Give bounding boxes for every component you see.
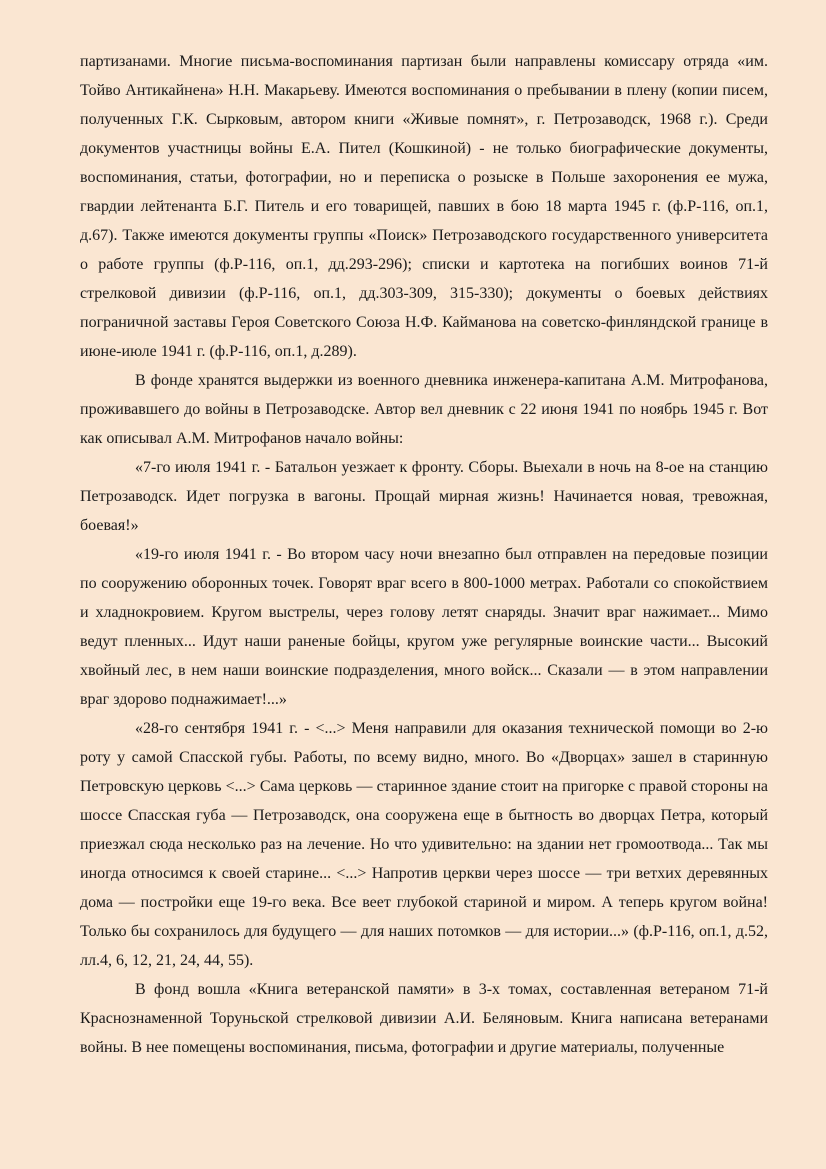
document-page [80,47,768,1062]
paragraph-veteran-book: В фонд вошла «Книга ветеранской памяти» в 3-х томах, составленная ветераном 71-й Краснознаменной Торуньской стрелковой дивизии А.И. Беляновым. Книга написана ветеранами войны. В нее помещены воспоминания, письма, фотографии и другие материалы, полученные [80,981,768,1056]
paragraph-continuation: партизанами. Многие письма-воспоминания партизан были направлены комиссару отряда «им. Тойво Антикайнена» Н.Н. Макарьеву. Имеются воспоминания о пребывании в плену (копии писем, полученных Г.К. Сырковым, автором книги «Живые помнят», г. Петрозаводск, 1968 г.). Среди документов участницы войны Е.А. Пител (Кошкиной) - не только биографические документы, воспоминания, статьи, фотографии, но и переписка о розыске в Польше захоронения ее мужа, гвардии лейтенанта Б.Г. Питель и его товарищей, павших в бою 18 марта 1945 г. (ф.Р-116, оп.1, д.67). Также имеются документы группы «Поиск» Петрозаводского государственного университета о работе группы (ф.Р-116, оп.1, дд.293-296); списки и картотека на погибших воинов 71-й стрелковой дивизии (ф.Р-116, оп.1, дд.303-309, 315-330); документы о боевых действиях пограничной заставы Героя Советского Союза Н.Ф. Кайманова на советско-финляндской границе в июне-июле 1941 г. (ф.Р-116, оп.1, д.289). [80,53,768,360]
paragraph-diary-intro: В фонде хранятся выдержки из военного дневника инженера-капитана А.М. Митрофанова, проживавшего до войны в Петрозаводске. Автор вел дневник с 22 июня 1941 по ноябрь 1945 г. Вот как описывал А.М. Митрофанов начало войны: [80,372,768,447]
quote-july-19: «19-го июля 1941 г. - Во втором часу ночи внезапно был отправлен на передовые позиции по сооружению оборонных точек. Говорят враг всего в 800-1000 метрах. Работали со спокойствием и хладнокровием. Кругом выстрелы, через голову летят снаряды. Значит враг нажимает... Мимо ведут пленных... Идут наши раненые бойцы, кругом уже регулярные воинские части... Высокий хвойный лес, в нем наши воинские подразделения, много войск... Сказали — в этом направлении враг здорово поднажимает!...» [80,546,768,708]
quote-july-7: «7-го июля 1941 г. - Батальон уезжает к фронту. Сборы. Выехали в ночь на 8-ое на станцию Петрозаводск. Идет погрузка в вагоны. Прощай мирная жизнь! Начинается новая, тревожная, боевая!» [80,459,768,534]
quote-september-28: «28-го сентября 1941 г. - <...> Меня направили для оказания технической помощи во 2-ю роту у самой Спасской губы. Работы, по всему видно, много. Во «Дворцах» зашел в старинную Петровскую церковь <...> Сама церковь — старинное здание стоит на пригорке с правой стороны на шоссе Спасская губа — Петрозаводск, она сооружена еще в бытность во дворцах Петра, который приезжал сюда несколько раз на лечение. Но что удивительно: на здании нет громоотвода... Так мы иногда относимся к своей старине... <...> Напротив церкви через шоссе — три ветхих деревянных дома — постройки еще 19-го века. Все веет глубокой стариной и миром. А теперь кругом война! Только бы сохранилось для будущего — для наших потомков — для истории...» (ф.Р-116, оп.1, д.52, лл.4, 6, 12, 21, 24, 44, 55). [80,720,768,969]
